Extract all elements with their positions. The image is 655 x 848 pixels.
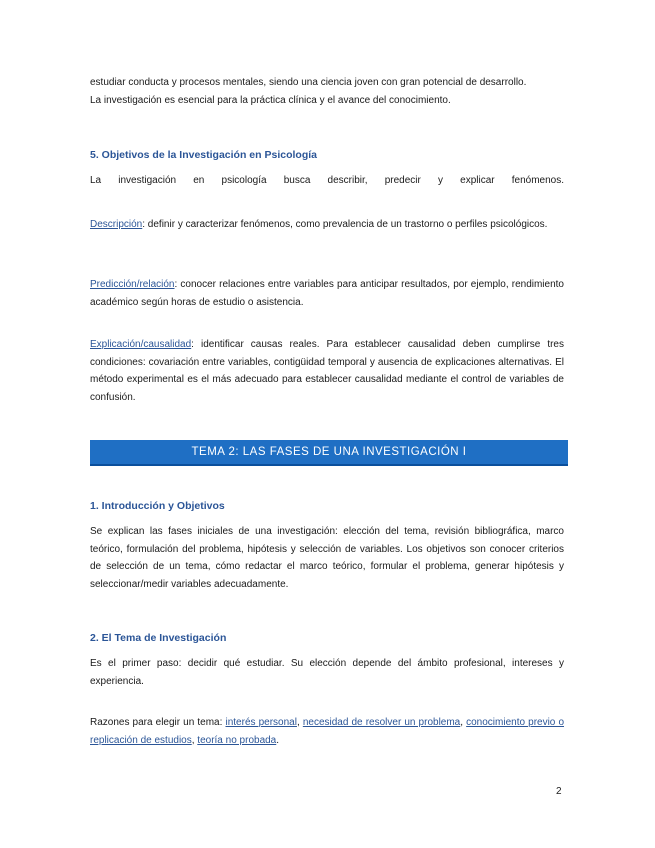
- reason-link[interactable]: conocimiento previo o replicación de estudios: [90, 717, 565, 746]
- objective-description: [90, 216, 564, 234]
- objective-prediction-text: : conocer relaciones entre variables para anticipar resultados, por ejemplo, rendimiento académico según horas de estudio o asistencia.: [90, 279, 564, 308]
- section-2-paragraph: Es el primer paso: decidir qué estudiar. Su elección depende del ámbito profesional, intereses y experiencia.: [90, 658, 564, 687]
- intro-line-1: estudiar conducta y procesos mentales, siendo una ciencia joven con gran potencial de desarrollo.: [90, 77, 527, 88]
- reasons-label: Razones para elegir un tema:: [90, 717, 226, 728]
- objective-explanation-text: : identificar causas reales. Para establecer causalidad deben cumplirse tres condiciones: covariación entre variables, contigüidad temporal y ausencia de explicaciones alternativas. El método experimental es el más adecuado para establecer causalidad mediante el control de variables de confusión.: [90, 339, 564, 403]
- chapter-banner-title: TEMA 2: LAS FASES DE UNA INVESTIGACIÓN I: [191, 446, 467, 458]
- section-5-summary: La investigación en psicología busca describir, predecir y explicar fenómenos.: [90, 175, 564, 186]
- reason-link[interactable]: interés personal: [225, 717, 297, 728]
- objective-description-text: : definir y caracterizar fenómenos, como prevalencia de un trastorno o perfiles psicológicos.: [142, 219, 548, 230]
- objective-prediction: [90, 276, 564, 311]
- section-2-heading: 2. El Tema de Investigación: [90, 632, 227, 644]
- section-1-paragraph: Se explican las fases iniciales de una investigación: elección del tema, revisión bibliográfica, marco teórico, formulación del problema, hipótesis y selección de variables. Los objetivos son conocer criterios de selección de un tema, cómo redactar el marco teórico, formular el problema, generar hipótesis y seleccionar/medir variables adecuadamente.: [90, 526, 564, 590]
- objective-explanation: [90, 336, 564, 406]
- reason-link[interactable]: teoría no probada: [197, 734, 277, 746]
- reasons-paragraph: Razones para elegir un tema: interés personal, necesidad de resolver un problema, conocimiento previo o replicación de estudios, teoría no probada.: [90, 717, 565, 746]
- section-5-heading: 5. Objetivos de la Investigación en Psicología: [90, 149, 317, 161]
- chapter-banner: [90, 440, 568, 466]
- reason-link[interactable]: necesidad de resolver un problema: [302, 717, 461, 728]
- section-1-heading: 1. Introducción y Objetivos: [90, 500, 225, 512]
- intro-paragraph: [90, 74, 564, 109]
- term-descripcion: Descripción: [90, 219, 143, 230]
- term-explicacion: Explicación/causalidad: [90, 339, 192, 350]
- page-number: 2: [556, 786, 562, 797]
- intro-line-2: La investigación es esencial para la práctica clínica y el avance del conocimiento.: [90, 94, 451, 106]
- term-prediccion: Predicción/relación: [90, 279, 175, 290]
